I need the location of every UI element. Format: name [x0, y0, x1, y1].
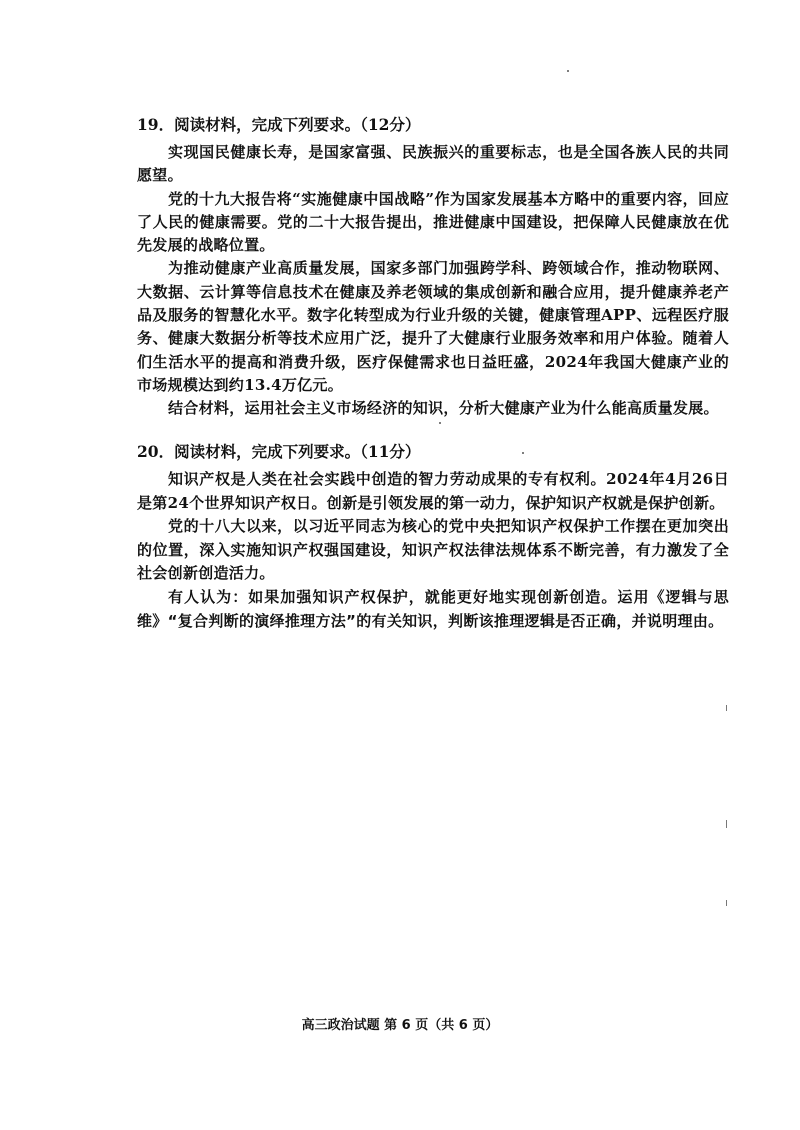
question-19-title: 19．阅读材料，完成下列要求。（12分） [137, 115, 421, 134]
question-19-paragraph-1: 实现国民健康长寿，是国家富强、民族振兴的重要标志，也是全国各族人民的共同愿望。 [137, 143, 729, 185]
question-19 [137, 113, 729, 421]
question-19-task: 结合材料，运用社会主义市场经济的知识，分析大健康产业为什么能高质量发展。 [168, 399, 719, 418]
scan-edge-mark [726, 705, 727, 711]
question-20-task: 有人认为：如果加强知识产权保护，就能更好地实现创新创造。运用《逻辑与思维》“复合判断的演绎推理方法”的有关知识，判断该推理逻辑是否正确，并说明理由。 [137, 587, 729, 630]
scan-speck [522, 452, 524, 454]
page-footer: 高三政治试题 第 6 页（共 6 页） [301, 1018, 499, 1033]
question-20-paragraph-1: 知识产权是人类在社会实践中创造的智力劳动成果的专有权利。2024年4月26日是第24个世界知识产权日。创新是引领发展的第一动力，保护知识产权就是保护创新。 [137, 470, 729, 512]
question-20-title: 20．阅读材料，完成下列要求。（11分） [137, 442, 421, 461]
question-19-paragraph-3: 为推动健康产业高质量发展，国家多部门加强跨学科、跨领域合作，推动物联网、大数据、云计算等信息技术在健康及养老领域的集成创新和融合应用，提升健康养老产品及服务的智慧化水平。数字化转型成为行业升级的关键，健康管理APP、远程医疗服务、健康大数据分析等技术应用广泛，提升了大健康行业服务效率和用户体验。随着人们生活水平的提高和消费升级，医疗保健需求也日益旺盛，2024年我国大健康产业的市场规模达到约13.4万亿元。 [137, 259, 729, 394]
scan-edge-mark [726, 820, 727, 828]
question-20 [137, 440, 729, 633]
question-19-paragraph-2: 党的十九大报告将“实施健康中国战略”作为国家发展基本方略中的重要内容，回应了人民的健康需要。党的二十大报告提出，推进健康中国建设，把保障人民健康放在优先发展的战略位置。 [137, 189, 729, 255]
scan-speck [567, 70, 569, 72]
scan-edge-mark [726, 900, 727, 906]
question-20-paragraph-2: 党的十八大以来，以习近平同志为核心的党中央把知识产权保护工作摆在更加突出的位置，深入实施知识产权强国建设，知识产权法律法规体系不断完善，有力激发了全社会创新创造活力。 [137, 517, 729, 583]
scan-speck [439, 422, 441, 424]
